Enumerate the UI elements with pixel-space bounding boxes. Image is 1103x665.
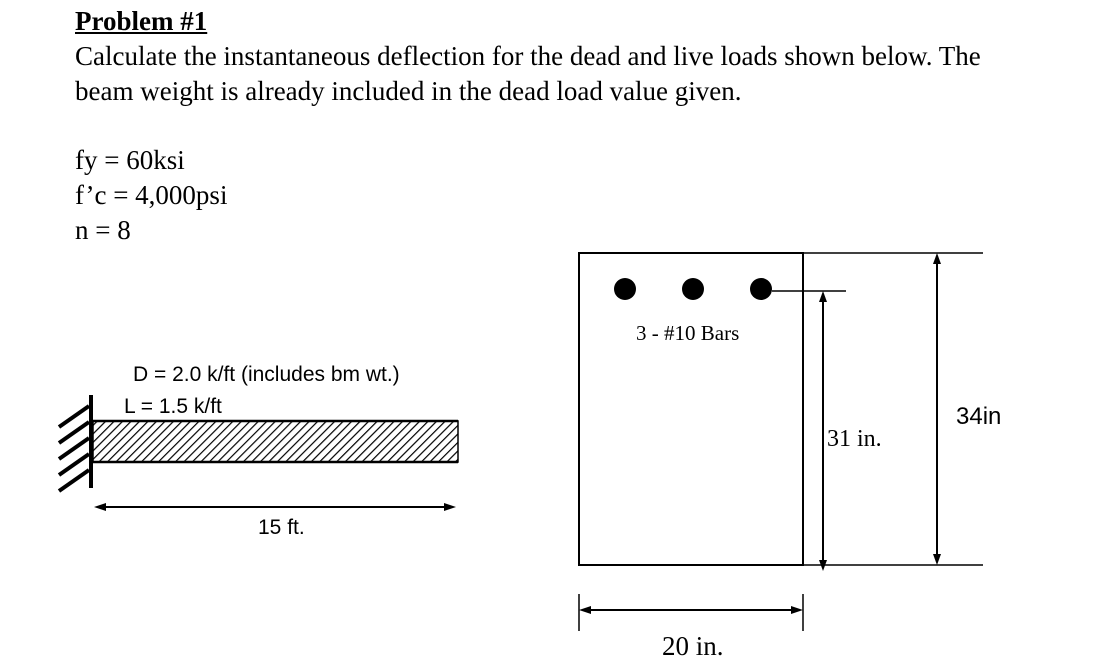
rebar-label: 3 - #10 Bars [636,321,740,345]
width-label: 20 in. [662,631,724,661]
distributed-load-block [93,421,458,462]
property-fc: f’c = 4,000psi [75,180,228,210]
property-fy: fy = 60ksi [75,145,185,175]
span-dimension-line [94,503,456,511]
span-length-label: 15 ft. [258,516,305,539]
problem-statement-line-2: beam weight is already included in the dead load value given. [75,76,742,106]
property-n: n = 8 [75,215,131,245]
width-dimension-line [579,594,803,631]
live-load-label: L = 1.5 k/ft [124,395,222,418]
fixed-support [59,395,91,491]
dead-load-label: D = 2.0 k/ft (includes bm wt.) [133,363,400,386]
total-depth-label: 34in [956,403,1002,430]
problem-statement-line-1: Calculate the instantaneous deflection for the dead and live loads shown below. The [75,41,981,71]
rebar-1 [614,278,636,300]
rebar-3 [750,278,772,300]
effective-depth-label: 31 in. [827,426,882,452]
effective-depth-dimension-line [819,291,827,571]
rebar-2 [682,278,704,300]
total-depth-dimension-line [933,253,941,565]
problem-title: Problem #1 [75,6,208,36]
